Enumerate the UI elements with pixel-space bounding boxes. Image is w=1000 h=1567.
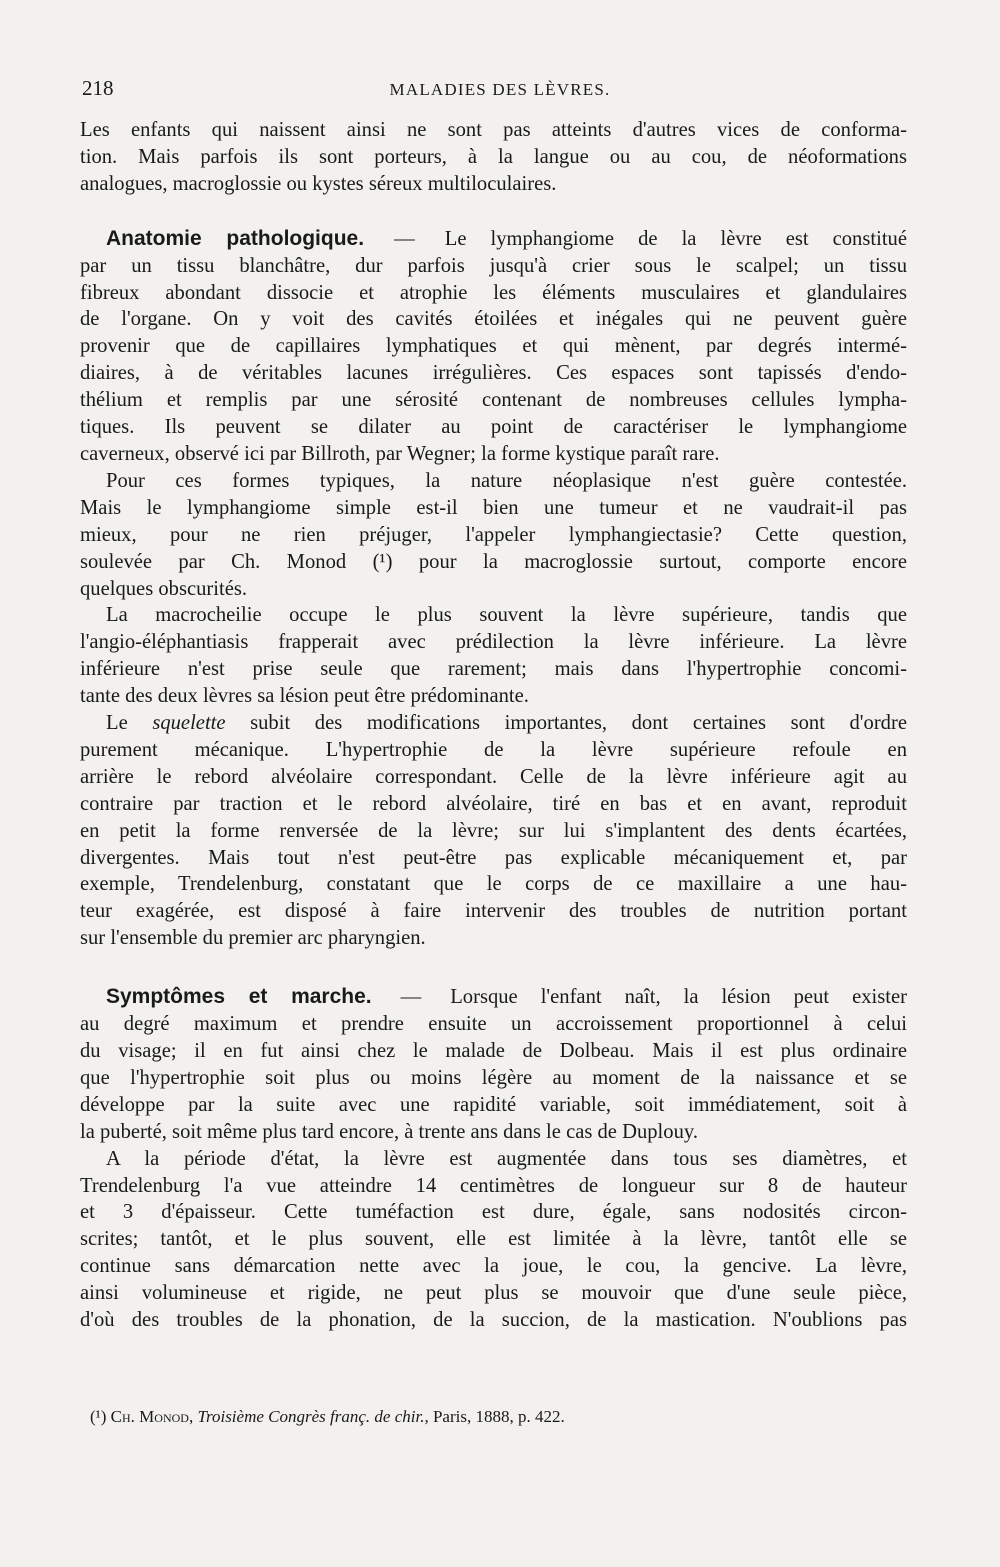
footnote-reference[interactable]: (¹) (372, 550, 393, 573)
text-line: développe par la suite avec une rapidité variable, soit immédiatement, soit à (80, 1093, 907, 1116)
text-line: teur exagérée, est disposé à faire intervenir des troubles de nutrition portant (80, 900, 907, 923)
text-line: en petit la forme renversée de la lèvre; sur lui s'implantent des dents écartées, (80, 819, 907, 842)
text-line: scrites; tantôt, et le plus souvent, elle est limitée à la lèvre, tantôt elle se (80, 1228, 907, 1251)
text-span: soulevée par Ch. Monod (80, 550, 347, 573)
section-heading: Symptômes et marche. (106, 985, 372, 1009)
text-line: l'angio-éléphantiasis frapperait avec prédilection la lèvre inférieure. La lèvre (80, 631, 907, 654)
text-line: divergentes. Mais tout n'est peut-être pas explicable mécaniquement et, par (80, 846, 907, 869)
text-line: ainsi volumineuse et rigide, ne peut plus se mouvoir que d'une seule pièce, (80, 1282, 907, 1305)
text-span: Lorsque l'enfant naît, la lésion peut exister (450, 986, 907, 1009)
text-line: Trendelenburg l'a vue atteindre 14 centimètres de longueur sur 8 de hauteur (80, 1174, 907, 1197)
footnote-details: Paris, 1888, p. 422. (432, 1407, 565, 1426)
italic-term: squelette (152, 712, 226, 735)
text-line: Pour ces formes typiques, la nature néoplasique n'est guère contestée. (106, 469, 907, 492)
text-line: d'où des troubles de la phonation, de la succion, de la mastication. N'oublions pas (80, 1309, 907, 1332)
text-line: arrière le rebord alvéolaire correspondant. Celle de la lèvre inférieure agit au (80, 765, 907, 788)
text-line: diaires, à de véritables lacunes irrégulières. Ces espaces sont tapissés d'endo- (80, 362, 907, 385)
symptomes-section (80, 984, 907, 1145)
text-line: tion. Mais parfois ils sont porteurs, à la langue ou au cou, de néoformations (80, 145, 907, 168)
running-title: MALADIES DES LÈVRES. (389, 80, 611, 99)
page-number: 218 (82, 76, 114, 100)
text-line: La macrocheilie occupe le plus souvent la lèvre supérieure, tandis que (106, 604, 907, 627)
macrocheilie-paragraph (80, 602, 907, 710)
intro-paragraph (80, 117, 907, 198)
text-line: exemple, Trendelenburg, constatant que le corps de ce maxillaire a une hau- (80, 873, 907, 896)
formes-paragraph (80, 468, 907, 603)
text-line: thélium et remplis par une sérosité contenant de nombreuses cellules lympha- (80, 389, 907, 412)
page-header (0, 76, 1000, 110)
text-line: quelques obscurités. (80, 577, 248, 600)
text-line: contraire par traction et le rebord alvéolaire, tiré en bas et en avant, reproduit (80, 792, 907, 815)
text-line (80, 226, 907, 253)
footnote-marker: (¹) (90, 1407, 107, 1426)
text-line: fibreux abondant dissocie et atrophie les éléments musculaires et glandulaires (80, 281, 907, 304)
text-line: la puberté, soit même plus tard encore, à trente ans dans le cas de Duplouy. (80, 1120, 698, 1143)
text-line: au degré maximum et prendre ensuite un accroissement proportionnel à celui (80, 1013, 907, 1036)
text-line: purement mécanique. L'hypertrophie de la lèvre supérieure refoule en (80, 738, 907, 761)
text-line: sur l'ensemble du premier arc pharyngien. (80, 927, 426, 950)
text-line: et 3 d'épaisseur. Cette tuméfaction est dure, égale, sans nodosités circon- (80, 1201, 907, 1224)
anatomie-section (80, 226, 907, 468)
text-span: pour la macroglossie surtout, comporte encore (418, 550, 908, 573)
text-line: du visage; il en fut ainsi chez le malade de Dolbeau. Mais il est plus ordinaire (80, 1040, 907, 1062)
text-line (80, 710, 907, 737)
squelette-paragraph (80, 710, 907, 952)
section-heading: Anatomie pathologique. (106, 226, 365, 250)
text-line: analogues, macroglossie ou kystes séreux multiloculaires. (80, 172, 557, 195)
main-text (80, 117, 907, 1334)
etat-paragraph (80, 1146, 907, 1334)
em-dash: — (400, 986, 422, 1009)
text-span: subit des modifications importantes, dont certaines sont d'ordre (250, 712, 907, 735)
text-line: continue sans démarcation nette avec la joue, le cou, la gencive. La lèvre, (80, 1255, 907, 1278)
text-line: de l'organe. On y voit des cavités étoilées et inégales qui ne peuvent guère (80, 308, 907, 331)
text-line: tante des deux lèvres sa lésion peut être prédominante. (80, 685, 529, 708)
text-line: que l'hypertrophie soit plus ou moins légère au moment de la naissance et se (80, 1066, 907, 1089)
footnote-title: Troisième Congrès franç. de chir., (197, 1407, 429, 1426)
footnote-author: Ch. Monod, (110, 1407, 194, 1426)
footnote (90, 1407, 910, 1427)
text-line: mieux, pour ne rien préjuger, l'appeler lymphangiectasie? Cette question, (80, 523, 907, 546)
text-line: A la période d'état, la lèvre est augmentée dans tous ses diamètres, et (106, 1147, 907, 1170)
text-line: par un tissu blanchâtre, dur parfois jusqu'à crier sous le scalpel; un tissu (80, 254, 907, 277)
text-line: caverneux, observé ici par Billroth, par Wegner; la forme kystique paraît rare. (80, 442, 720, 465)
text-line: inférieure n'est prise seule que rarement; mais dans l'hypertrophie concomi- (80, 658, 907, 681)
em-dash: — (394, 227, 415, 250)
text-line: Les enfants qui naissent ainsi ne sont pas atteints d'autres vices de conforma- (80, 119, 907, 141)
text-span: Le (106, 712, 128, 735)
text-span: Le lymphangiome de la lèvre est constitué (444, 227, 907, 250)
text-line: Mais le lymphangiome simple est-il bien une tumeur et ne vaudrait-il pas (80, 496, 907, 519)
text-line: tiques. Ils peuvent se dilater au point de caractériser le lymphangiome (80, 416, 907, 439)
text-line: provenir que de capillaires lymphatiques et qui mènent, par degrés intermé- (80, 335, 907, 358)
text-line (80, 549, 907, 576)
text-line (80, 984, 907, 1011)
